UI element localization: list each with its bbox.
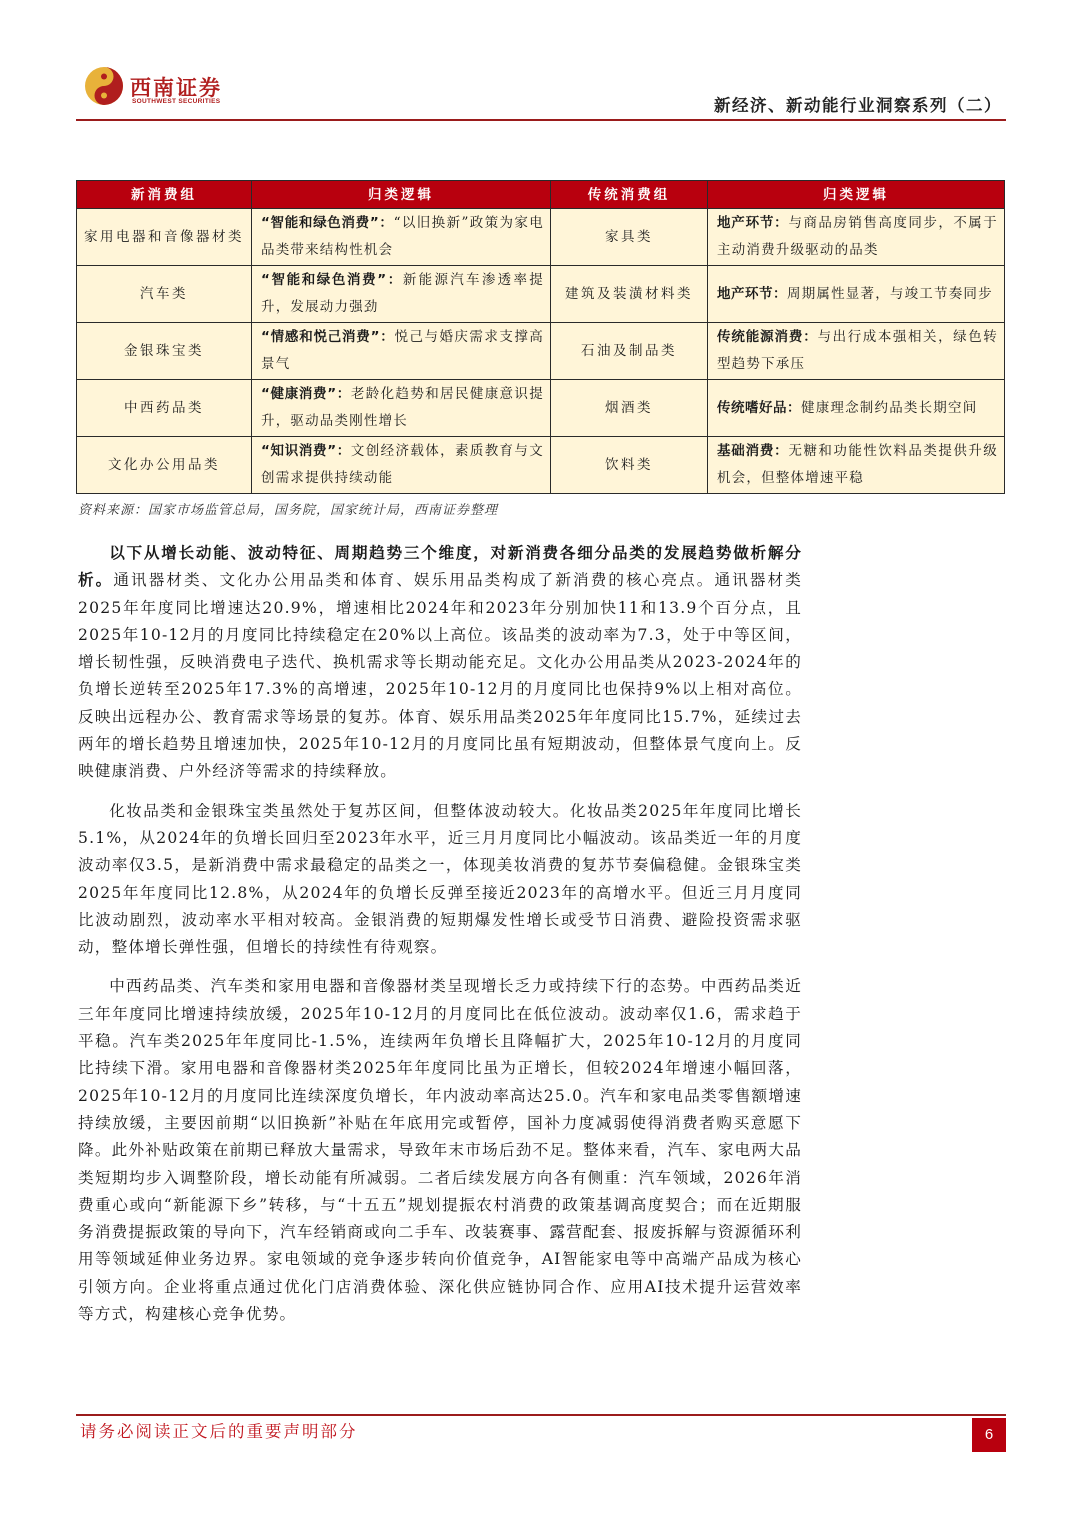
page-header xyxy=(76,62,1006,120)
traditional-category-logic xyxy=(708,209,1005,266)
column-header: 归类逻辑 xyxy=(252,181,551,209)
logo-english-name: SOUTHWEST SECURITIES xyxy=(132,98,221,105)
company-logo xyxy=(84,66,234,112)
table-header-row xyxy=(77,181,1005,209)
paragraph-lead: 以下从增长动能、波动特征、周期趋势三个维度，对新消费各细分品类的发展趋势做析解分析。 xyxy=(78,544,802,590)
new-consumption-category: 金银珠宝类 xyxy=(77,323,252,380)
column-header: 新消费组 xyxy=(77,181,252,209)
body-paragraph xyxy=(78,540,802,786)
report-body xyxy=(78,540,802,1340)
traditional-consumption-category: 饮料类 xyxy=(551,437,708,494)
logic-text: 健康理念制约品类长期空间 xyxy=(801,399,978,416)
logic-keyword: “智能和绿色消费”： xyxy=(261,272,403,288)
traditional-consumption-category: 石油及制品类 xyxy=(551,323,708,380)
traditional-category-logic xyxy=(708,323,1005,380)
column-header: 归类逻辑 xyxy=(708,181,1005,209)
logic-text: 无糖和功能性饮料品类提供升级机会，但整体增速平稳 xyxy=(717,443,998,486)
new-consumption-category: 中西药品类 xyxy=(77,380,252,437)
traditional-consumption-category: 家具类 xyxy=(551,209,708,266)
report-series-title: 新经济、新动能行业洞察系列（二） xyxy=(714,96,1002,115)
logic-text: 老龄化趋势和居民健康意识提升，驱动品类刚性增长 xyxy=(261,386,544,429)
new-consumption-category: 文化办公用品类 xyxy=(77,437,252,494)
traditional-consumption-category: 烟酒类 xyxy=(551,380,708,437)
logic-text: 与出行成本强相关，绿色转型趋势下承压 xyxy=(717,329,999,372)
paragraph-text: 通讯器材类、文化办公用品类和体育、娱乐用品类构成了新消费的核心亮点。通讯器材类2025年年度同比增速达20.9%，增速相比2024年和2023年分别加快11和13.9个百分点，且2025年10-12月的月度同比持续稳定在20%以上高位。该品类的波动率为7.3，处于中等区间，增长韧性强，反映消费电子迭代、换机需求等长期动能充足。文化办公用品类从2023-2024年的负增长逆转至2025年17.3%的高增速，2025年10-12月的月度同比也保持9%以上相对高位。反映出远程办公、教育需求等场景的复苏。体育、娱乐用品类2025年年度同比15.7%，延续过去两年的增长趋势且增速加快，2025年10-12月的月度同比虽有短期波动，但整体景气度向上。反映健康消费、户外经济等需求的持续释放。 xyxy=(78,571,802,781)
body-paragraph: 中西药品类、汽车类和家用电器和音像器材类呈现增长乏力或持续下行的态势。中西药品类近三年年度同比增速持续放缓，2025年10-12月的月度同比在低位波动。波动率仅1.6，需求趋于平稳。汽车类2025年年度同比-1.5%，连续两年负增长且降幅扩大，2025年10-12月的月度同比持续下滑。家用电器和音像器材类2025年年度同比虽为正增长，但较2024年增速小幅回落，2025年10-12月的月度同比连续深度负增长，年内波动率高达25.0。汽车和家电品类零售额增速持续放缓，主要因前期“以旧换新”补贴在年底用完或暂停，国补力度减弱使得消费者购买意愿下降。此外补贴政策在前期已释放大量需求，导致年末市场后劲不足。整体来看，汽车、家电两大品类短期均步入调整阶段，增长动能有所减弱。二者后续发展方向各有侧重：汽车领域，2026年消费重心或向“新能源下乡”转移，与“十五五”规划提振农村消费的政策基调高度契合；而在近期服务消费提振政策的导向下，汽车经销商或向二手车、改装赛事、露营配套、报废拆解与资源循环利用等领域延伸业务边界。家电领域的竞争逐步转向价值竞争，AI智能家电等中高端产品成为核心引领方向。企业将重点通过优化门店消费体验、深化供应链协同合作、应用AI技术提升运营效率等方式，构建核心竞争优势。 xyxy=(78,977,802,1324)
traditional-category-logic xyxy=(708,437,1005,494)
logic-text: 周期属性显著，与竣工节奏同步 xyxy=(787,285,993,302)
logic-keyword: “知识消费”： xyxy=(261,443,351,459)
table-source-note: 资料来源：国家市场监管总局，国务院，国家统计局，西南证券整理 xyxy=(78,503,499,518)
footer-divider xyxy=(76,1414,1006,1416)
new-category-logic xyxy=(252,437,551,494)
logic-keyword: 基础消费： xyxy=(717,443,789,459)
new-consumption-category: 家用电器和音像器材类 xyxy=(77,209,252,266)
logic-keyword: “健康消费”： xyxy=(261,386,351,402)
traditional-category-logic xyxy=(708,266,1005,323)
logic-text: 悦己与婚庆需求支撑高景气 xyxy=(261,329,545,372)
new-category-logic xyxy=(252,209,551,266)
logic-keyword: 传统嗜好品： xyxy=(717,399,801,416)
consumption-classification-table xyxy=(76,180,1005,494)
logic-keyword: 地产环节： xyxy=(717,215,789,231)
new-category-logic xyxy=(252,323,551,380)
logic-keyword: 传统能源消费： xyxy=(717,329,818,345)
logic-text: 文创经济载体，素质教育与文创需求提供持续动能 xyxy=(261,443,544,486)
logic-text: “以旧换新”政策为家电品类带来结构性机会 xyxy=(261,215,544,258)
new-category-logic xyxy=(252,380,551,437)
disclaimer-note: 请务必阅读正文后的重要声明部分 xyxy=(80,1422,358,1441)
new-category-logic xyxy=(252,266,551,323)
traditional-consumption-category: 建筑及装潢材料类 xyxy=(551,266,708,323)
logic-keyword: “智能和绿色消费”： xyxy=(261,215,394,231)
column-header: 传统消费组 xyxy=(551,181,708,209)
traditional-category-logic xyxy=(708,380,1005,437)
body-paragraph: 化妆品类和金银珠宝类虽然处于复苏区间，但整体波动较大。化妆品类2025年年度同比增长5.1%，从2024年的负增长回归至2023年水平，近三月月度同比小幅波动。该品类近一年的月度波动率仅3.5，是新消费中需求最稳定的品类之一，体现美妆消费的复苏节奏偏稳健。金银珠宝类2025年年度同比12.8%，从2024年的负增长反弹至接近2023年的高增水平。但近三月月度同比波动剧烈，波动率水平相对较高。金银消费的短期爆发性增长或受节日消费、避险投资需求驱动，整体增长弹性强，但增长的持续性有待观察。 xyxy=(78,801,802,957)
table-row xyxy=(77,437,1005,494)
table-row xyxy=(77,323,1005,380)
logo-chinese-name: 西南证券 xyxy=(130,76,222,100)
page-number: 6 xyxy=(972,1418,1006,1452)
logic-text: 与商品房销售高度同步，不属于主动消费升级驱动的品类 xyxy=(717,215,998,258)
header-divider xyxy=(76,119,1006,121)
new-consumption-category: 汽车类 xyxy=(77,266,252,323)
table-row xyxy=(77,209,1005,266)
logic-text: 新能源汽车渗透率提升，发展动力强劲 xyxy=(261,272,544,315)
table-row xyxy=(77,380,1005,437)
swsc-logo-icon xyxy=(84,66,124,106)
logic-keyword: 地产环节： xyxy=(717,285,787,302)
logic-keyword: “情感和悦己消费”： xyxy=(261,329,395,345)
table-row xyxy=(77,266,1005,323)
